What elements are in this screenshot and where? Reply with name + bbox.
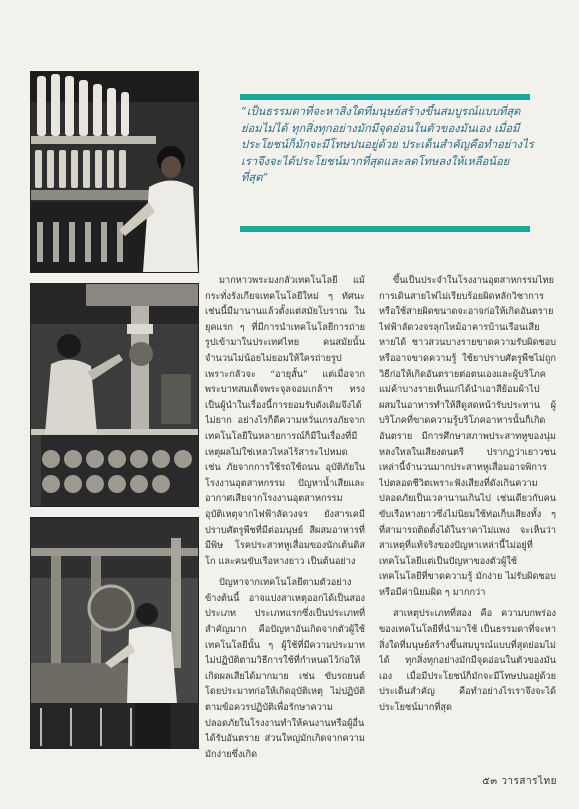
page-folio: ๕๓ วารสารไทย [482,776,557,787]
photo-industrial-machine [30,283,199,507]
quote-rule-top [240,94,530,100]
article-column-left [205,273,365,763]
quote-rule-bottom [240,226,530,232]
paragraph: สาเหตุประเภทที่สอง คือ ความบกพร่องของเทคโนโลยีที่นำมาใช้ เป็นธรรมดาที่จะหาสิ่งใดที่มนุษย์สร้างขึ้นสมบูรณ์แบบที่สุดย่อมไม่ได้ ทุกสิ่งทุกอย่างมักมีจุดอ่อนในตัวของมันเอง เมื่อมีประโยชน์ก็มักจะมีโทษปนอยู่ด้วย ประเด็นสำคัญ คือทำอย่างไรเราจึงจะได้ประโยชน์มากที่สุด [379,608,556,714]
paragraph: มากหาวพระมงกลัวเทคโนโลยี แม้กระทั่งรังเกียจเทคโนโลยีใหม่ ๆ ทัศนะเช่นนี้มีมานานแล้วตั้งแต่สมัยโบราณ ในยุคแรก ๆ ที่มีการนำเทคโนโลยีการถ่ายรูปเข้ามาในประเทศไทย คนสมัยนั้นจำนวนไม่น้อยไม่ยอมให้ใครถ่ายรูป เพราะกลัวจะ “อายุสั้น” แต่เมื่อจากพระบาทสมเด็จพระจุลจอมเกล้าฯ ทรงเป็นผู้นำในเรื่องนี้การยอมรับดังเดิมจึงได้ไม่ยาก อย่างไรก็ดีความหวั่นเกรงภัยจากเทคโนโลยีในหลายการณ์ก็มีในเรื่องที่มีเหตุผลไม่ใช่เหลวไหลไร้สาระไปหมด เช่น ภัยจากการใช้รถใช้ถนน อุบัติภัยในโรงงานอุตสาหกรรม ปัญหาน้ำเสียและอากาศเสียจากโรงงานอุตสาหกรรม อุบัติเหตุจากไฟฟ้าลัดวงจร ยังสารเคมีปราบศัตรูพืชที่มีต่อมนุษย์ สีผสมอาหารที่มีพิษ โรคประสาทหูเสื่อมของนักเต้นดิสโก และคนขับเรือหางยาว เป็นต้นอย่าง [205,275,365,567]
paragraph: ขึ้นเป็นประจำในโรงงานอุตสาหกรรมไทย การเดินสายไฟไม่เรียบร้อยผิดหลักวิชาการหรือใช้สายผิดขนาดจะอาจก่อให้เกิดอันตรายไฟฟ้าลัดวงจรลุกไหม้อาคารบ้านเรือนเสียหายได้ ชาวสวนบางรายขาดความรับผิดชอบหรืออาจขาดความรู้ ใช้ยาปราบศัตรูพืชไม่ถูกวิธีก่อให้เกิดอันตรายต่อตนเองและผู้บริโภค แม่ค้าบางรายเห็นแก่ได้นำเอาสีย้อมผ้าไปผสมในอาหารทำให้สีดูสดหน้ารับประทาน ผู้บริโภคที่ขาดความรู้บริโภคอาหารนั้นก็เกิดอันตราย มีการศึกษาสภาพประสาทหูของนุ่มหลงใหลในเสียงดนตรี ปรากฏว่าเยาวชนเหล่านี้จำนวนมากประสาทหูเสื่อมอาจพิการไปตลอดชีวิตเพราะฟังเสียงที่ดังเกินความปลอดภัยเป็นเวลานานเกินไป เช่นเดียวกับคนขับเรือหางยาวซึ่งไม่นิยมใช้ท่อเก็บเสียงทั้ง ๆ ที่สามารถติดตั้งได้ในราคาไม่แพง จะเห็นว่าสาเหตุที่แท้จริงของปัญหาเหล่านี้ไม่อยู่ที่เทคโนโลยีแต่เป็นปัญหาของตัวผู้ใช้เทคโนโลยีที่ขาดความรู้ มักง่าย ไม่รับผิดชอบ หรือมีค่านิยมผิด ๆ มากกว่า [379,275,556,598]
paragraph: ปัญหาจากเทคโนโลยีตามตัวอย่างข้างต้นนี้ อาจแบ่งสาเหตุออกได้เป็นสองประเภท ประเภทแรกซึ่งเป็นประเภทที่สำคัญมาก คือปัญหาอันเกิดจากตัวผู้ใช้เทคโนโลยีนั้น ๆ ผู้ใช้ที่มีความประมาทไม่ปฏิบัติตามวิธีการใช้ที่กำหนดไว้ก่อให้เกิดผลเสียได้มากมาย เช่น ขับรถยนต์โดยประมาทก่อให้เกิดอุบัติเหตุ ไม่ปฏิบัติตามข้อควรปฏิบัติเพื่อรักษาความปลอดภัยในโรงงานทำให้คนงานหรือผู้อื่นได้รับอันตราย ส่วนใหญ่มักเกิดจากความมักง่ายซึ่งเกิด [205,577,365,760]
photo-factory-workshop [30,517,199,749]
article-column-right [379,273,556,763]
pull-quote: “เป็นธรรมดาที่จะหาสิ่งใดที่มนุษย์สร้างขึ้นสมบูรณ์แบบที่สุดย่อมไม่ได้ ทุกสิ่งทุกอย่างมักมีจุดอ่อนในตัวของมันเอง เมื่อมีประโยชน์ก็มักจะมีโทษปนอยู่ด้วย ประเด็นสำคัญคือทำอย่างไรเราจึงจะได้ประโยชน์มากที่สุดและลดโทษลงให้เหลือน้อยที่สุด” [241,105,534,185]
photo-spinning-machine [30,71,199,273]
